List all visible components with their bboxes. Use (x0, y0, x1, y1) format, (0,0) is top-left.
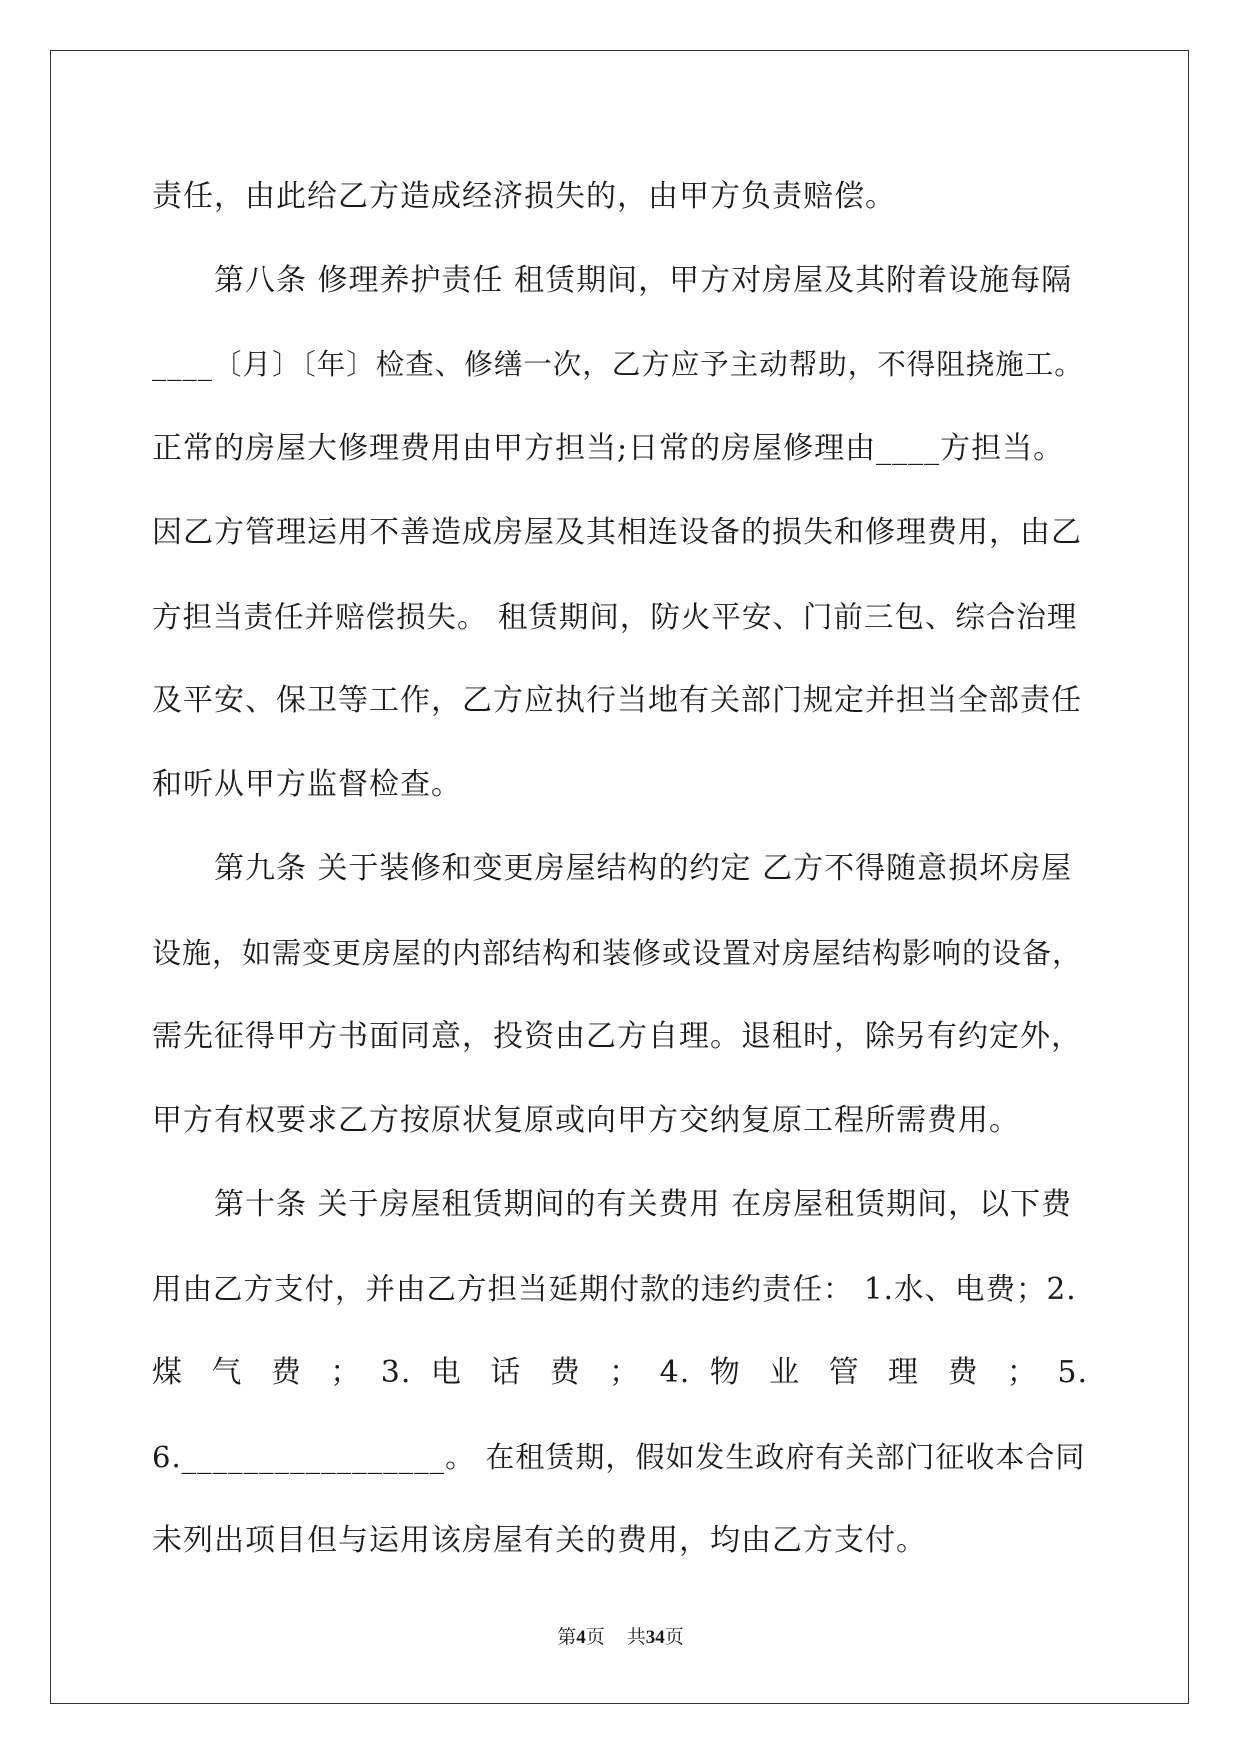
page-number: 4 (576, 1627, 586, 1648)
page-suffix: 页 (585, 1626, 605, 1648)
paragraph-line: 及平安、保卫等工作，乙方应执行当地有关部门规定并担当全部责任 (152, 683, 1082, 718)
document-body (152, 155, 1088, 1583)
paragraph-line: 第十条 关于房屋租赁期间的有关费用 在房屋租赁期间，以下费 (214, 1187, 1073, 1222)
total-prefix: 共 (626, 1626, 646, 1648)
page-footer (0, 1622, 1241, 1649)
paragraph-line: 需先征得甲方书面同意，投资由乙方自理。退租时，除另有约定外， (152, 1019, 1082, 1054)
paragraph-line: 设施，如需变更房屋的内部结构和装修或设置对房屋结构影响的设备， (152, 936, 1083, 970)
paragraph-line: 煤 气 费 ； 3. 电 话 费 ； 4. 物 业 管 理 费 ； 5. (152, 1355, 1088, 1390)
paragraph-line: 甲方有权要求乙方按原状复原或向甲方交纳复原工程所需费用。 (152, 1103, 1020, 1138)
total-pages: 34 (645, 1627, 665, 1648)
total-suffix: 页 (664, 1626, 684, 1648)
paragraph-line: 正常的房屋大修理费用由甲方担当;日常的房屋修理由____方担当。 (152, 431, 1065, 466)
paragraph-line: 方担当责任并赔偿损失。 租赁期间，防火平安、门前三包、综合治理 (152, 600, 1078, 634)
paragraph-line: 因乙方管理运用不善造成房屋及其相连设备的损失和修理费用，由乙 (152, 515, 1082, 550)
paragraph-line: 用由乙方支付，并由乙方担当延期付款的违约责任： 1.水、电费；2. (152, 1272, 1077, 1306)
paragraph-line: 未列出项目但与运用该房屋有关的费用，均由乙方支付。 (152, 1523, 927, 1558)
paragraph-line: 责任，由此给乙方造成经济损失的，由甲方负责赔偿。 (152, 179, 896, 214)
paragraph-line: 第九条 关于装修和变更房屋结构的约定 乙方不得随意损坏房屋 (214, 851, 1073, 886)
page-prefix: 第 (557, 1626, 577, 1648)
paragraph-line: ____〔月〕〔年〕检查、修缮一次，乙方应予主动帮助，不得阻挠施工。 (152, 348, 1084, 381)
paragraph-line: 和听从甲方监督检查。 (152, 767, 462, 802)
paragraph-line: 第八条 修理养护责任 租赁期间，甲方对房屋及其附着设施每隔 (214, 263, 1073, 298)
paragraph-line: 6._________________。 在租赁期，假如发生政府有关部门征收本合同 (152, 1440, 1086, 1474)
